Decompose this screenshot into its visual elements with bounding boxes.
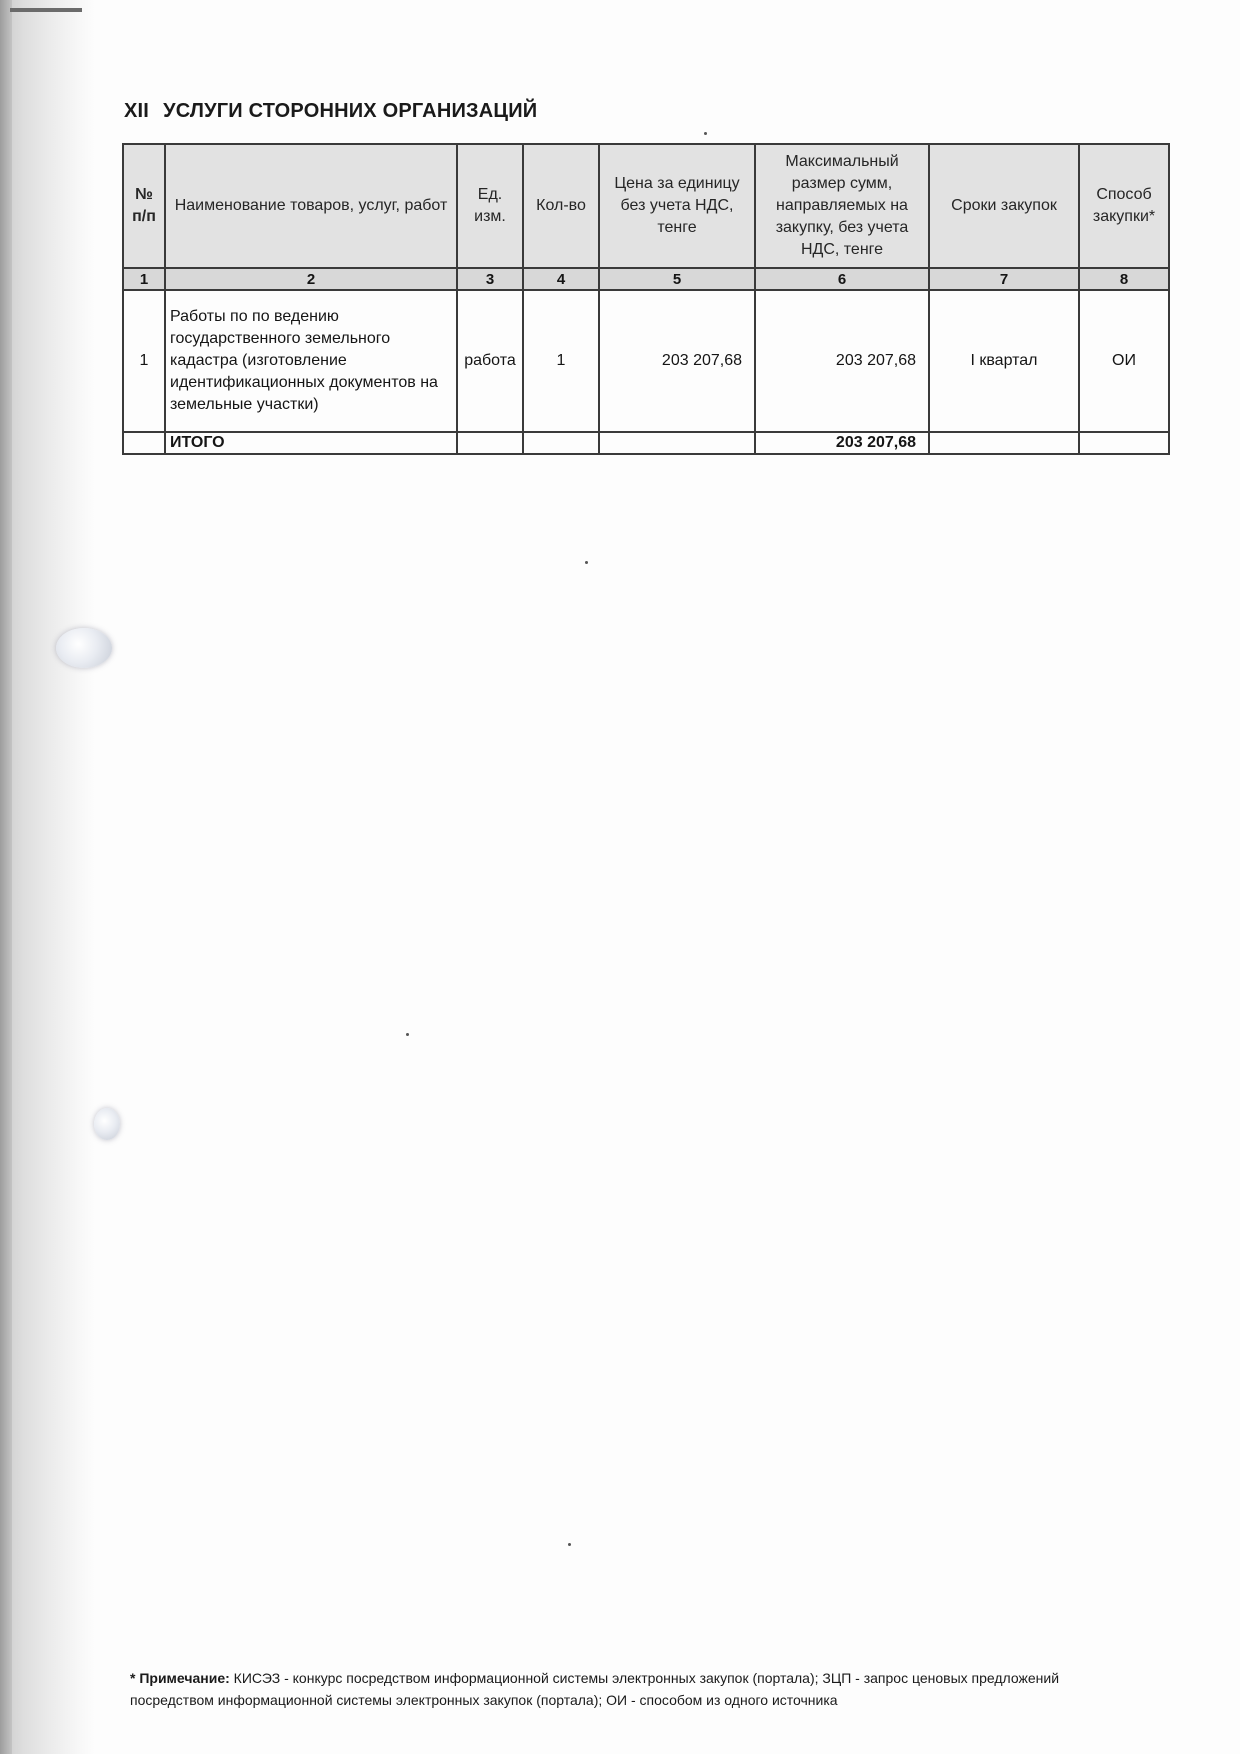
column-number: 6 <box>755 268 929 290</box>
header-number: № п/п <box>123 144 165 268</box>
header-max-amount: Максимальный размер сумм, направляемых на закупку, без учета НДС, тенге <box>755 144 929 268</box>
punch-hole <box>94 1108 120 1140</box>
column-number: 2 <box>165 268 457 290</box>
row-method: ОИ <box>1079 290 1169 432</box>
row-max-amount: 203 207,68 <box>755 290 929 432</box>
scan-speck <box>585 561 588 564</box>
scan-top-mark <box>10 8 82 12</box>
header-period: Сроки закупок <box>929 144 1079 268</box>
total-amount: 203 207,68 <box>755 432 929 454</box>
total-empty-cell <box>457 432 523 454</box>
header-unit: Ед. изм. <box>457 144 523 268</box>
punch-hole <box>56 628 112 668</box>
total-empty-cell <box>523 432 599 454</box>
scan-speck <box>568 1543 571 1546</box>
row-name: Работы по по ведению государственного земельного кадастра (изготовление идентификационных документов на земельные участки) <box>165 290 457 432</box>
header-unit-price: Цена за единицу без учета НДС, тенге <box>599 144 755 268</box>
total-empty-cell <box>929 432 1079 454</box>
column-number: 5 <box>599 268 755 290</box>
table-row <box>123 290 1169 432</box>
column-number-row <box>123 268 1169 290</box>
header-quantity: Кол-во <box>523 144 599 268</box>
header-name: Наименование товаров, услуг, работ <box>165 144 457 268</box>
footnote <box>130 1667 1130 1711</box>
table-header-row <box>123 144 1169 268</box>
total-row <box>123 432 1169 454</box>
column-number: 7 <box>929 268 1079 290</box>
footnote-text: КИСЭЗ - конкурс посредством информационной системы электронных закупок (портала); ЗЦП - запрос ценовых предложений посредством информационной системы электронных закупок (портала); ОИ - способом из одного источника <box>130 1670 1060 1708</box>
page-binding-edge <box>0 0 12 1754</box>
scan-speck <box>704 132 707 135</box>
section-number: XII <box>124 100 150 122</box>
section-title <box>124 100 537 123</box>
row-unit: работа <box>457 290 523 432</box>
section-title-text: УСЛУГИ СТОРОННИХ ОРГАНИЗАЦИЙ <box>163 100 538 122</box>
row-number: 1 <box>123 290 165 432</box>
row-quantity: 1 <box>523 290 599 432</box>
column-number: 3 <box>457 268 523 290</box>
column-number: 4 <box>523 268 599 290</box>
total-empty-cell <box>599 432 755 454</box>
scan-speck <box>406 1033 409 1036</box>
column-number: 8 <box>1079 268 1169 290</box>
total-empty-cell <box>1079 432 1169 454</box>
page-binding-shadow <box>0 0 95 1754</box>
procurement-table <box>122 143 1170 455</box>
footnote-lead: * Примечание: <box>130 1670 230 1686</box>
row-unit-price: 203 207,68 <box>599 290 755 432</box>
row-period: I квартал <box>929 290 1079 432</box>
total-label: ИТОГО <box>165 432 457 454</box>
column-number: 1 <box>123 268 165 290</box>
total-empty-cell <box>123 432 165 454</box>
header-method: Способ закупки* <box>1079 144 1169 268</box>
